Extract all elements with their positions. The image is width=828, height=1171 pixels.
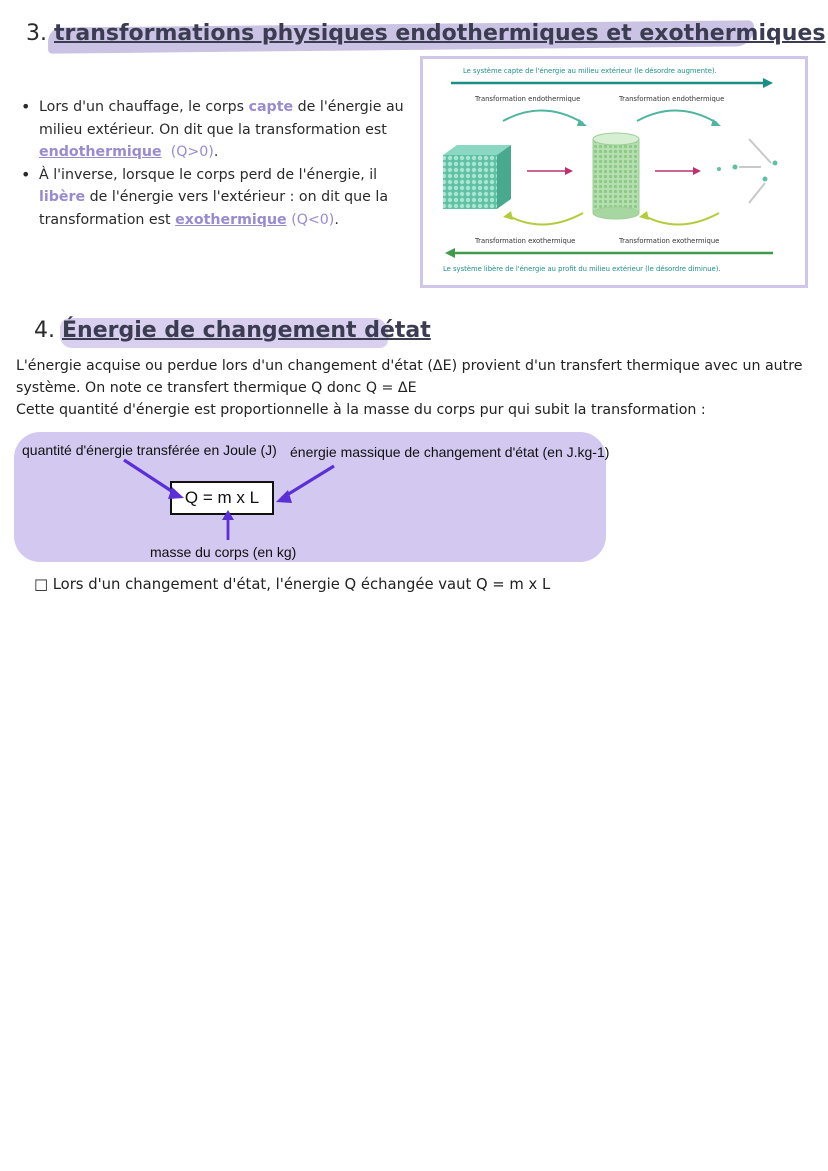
- label-exothermic-right: Transformation exothermique: [619, 237, 720, 245]
- bullet-text: À l'inverse, lorsque le corps perd de l'énergie, il: [39, 166, 378, 183]
- conclusion-line: [34, 576, 550, 593]
- paragraph-line: Cette quantité d'énergie est proportionnelle à la masse du corps pur qui subit la transformation :: [16, 402, 706, 418]
- bullet-text: Lors d'un chauffage, le corps: [39, 99, 249, 115]
- arrow-to-q: [124, 460, 184, 499]
- top-arrow-caption: Le système capte de l'énergie au milieu extérieur (le désordre augmente).: [463, 67, 717, 75]
- paragraph-line: L'énergie acquise ou perdue lors d'un changement d'état (ΔE) provient d'un transfert thermique avec un autre: [16, 358, 803, 374]
- bullet-text: de l'énergie vers l'extérieur : on dit que la transformation est: [39, 189, 389, 228]
- bullet-text: .: [213, 144, 219, 160]
- formula-q-m-l: Q = m x L: [170, 481, 274, 515]
- label-energy-transferred: quantité d'énergie transférée en Joule (J): [22, 442, 277, 458]
- arrow-to-l: [276, 466, 334, 503]
- label-endothermic-right: Transformation endothermique: [619, 95, 725, 103]
- label-endothermic-left: Transformation endothermique: [475, 95, 581, 103]
- section-number: 3.: [26, 21, 47, 46]
- section-title: transformations physiques endothermiques et exothermiques: [54, 21, 826, 46]
- condition-q-negative: (Q<0): [291, 211, 335, 228]
- checkbox-glyph: □: [34, 576, 48, 593]
- condition-q-positive: (Q>0): [170, 144, 214, 160]
- keyword-exothermique: exothermique: [175, 211, 287, 228]
- arrow-to-m: [222, 510, 234, 540]
- section-title: Énergie de changement détat: [62, 318, 431, 343]
- bullet-text: .: [334, 211, 339, 228]
- section-number: 4.: [34, 318, 55, 343]
- label-exothermic-left: Transformation exothermique: [475, 237, 576, 245]
- conclusion-text: Lors d'un changement d'état, l'énergie Q échangée vaut Q = m x L: [47, 576, 551, 593]
- keyword-endothermique: endothermique: [39, 144, 162, 160]
- keyword-libere: libère: [39, 189, 86, 205]
- label-mass: masse du corps (en kg): [150, 544, 297, 560]
- keyword-capte: capte: [248, 99, 294, 115]
- paragraph-line: système. On note ce transfert thermique Q donc Q = ΔE: [16, 380, 417, 396]
- bullet-text: de l'énergie au milieu extérieur. On dit que la transformation est: [39, 99, 404, 138]
- bottom-arrow-caption: Le système libère de l'énergie au profit du milieu extérieur (le désordre diminue).: [443, 265, 721, 273]
- label-mass-energy: énergie massique de changement d'état (en J.kg-1): [290, 444, 610, 460]
